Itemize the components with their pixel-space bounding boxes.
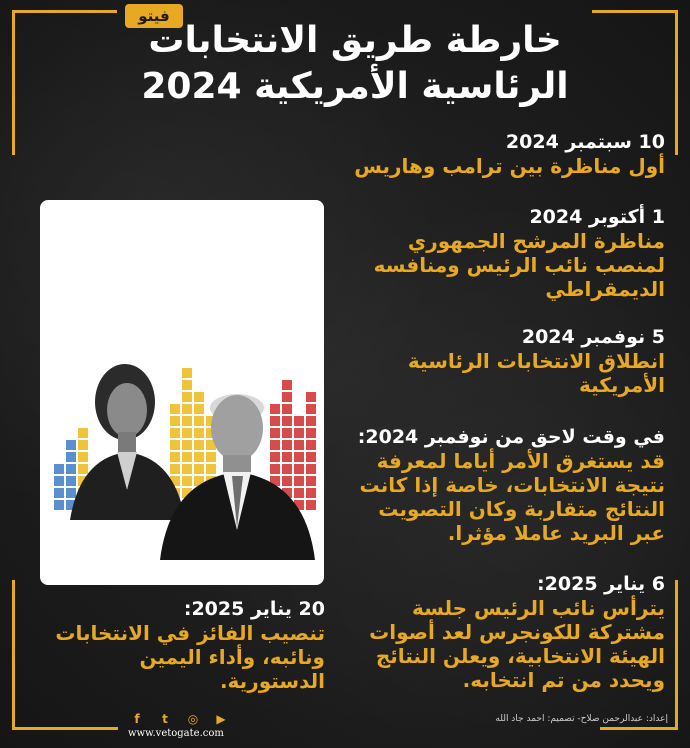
event-3 — [335, 325, 665, 397]
vote-square — [282, 380, 292, 390]
vote-square — [182, 368, 192, 378]
social-icons — [128, 712, 230, 726]
event-desc-line: مشتركة للكونجرس لعد أصوات — [369, 620, 665, 644]
event-date: 5 نوفمبر 2024 — [521, 326, 665, 348]
vote-square — [66, 452, 76, 462]
event-1 — [335, 130, 665, 178]
vote-square — [170, 428, 180, 438]
event-desc-line: أول مناظرة بين ترامب وهاريس — [354, 154, 665, 178]
candidates-illustration — [40, 200, 324, 585]
vote-square — [194, 428, 204, 438]
vote-square — [194, 464, 204, 474]
vote-square — [66, 476, 76, 486]
event-desc-line: عبر البريد عاملا مؤثرا. — [447, 521, 665, 545]
event-desc-line: الدستورية. — [219, 669, 325, 693]
vote-square — [270, 416, 280, 426]
event-desc-line: تنصيب الفائز في الانتخابات — [55, 621, 325, 645]
facebook-icon[interactable]: f — [134, 712, 140, 726]
vote-square — [270, 440, 280, 450]
vote-square — [170, 416, 180, 426]
vote-square — [182, 380, 192, 390]
event-desc-line: يترأس نائب الرئيس جلسة — [412, 596, 665, 620]
vote-square — [78, 428, 88, 438]
vote-square — [270, 464, 280, 474]
event-desc-line: النتائج متقاربة وكان التصويت — [378, 497, 665, 521]
vote-square — [282, 416, 292, 426]
vote-square — [282, 476, 292, 486]
vote-square — [306, 476, 316, 486]
vote-square — [78, 440, 88, 450]
event-date: 10 سبتمبر 2024 — [505, 131, 665, 153]
vote-square — [294, 476, 304, 486]
vote-square — [194, 392, 204, 402]
credits-text: إعداد: عبدالرحمن صلاح- تصميم: احمد جاد الله — [495, 714, 668, 724]
frame-bottom-left — [12, 727, 118, 730]
vote-square — [194, 452, 204, 462]
event-desc-line: الأمريكية — [578, 373, 665, 397]
vote-square — [282, 464, 292, 474]
vote-square — [182, 428, 192, 438]
vote-square — [282, 392, 292, 402]
event-desc-line: الهيئة الانتخابية، ويعلن النتائج — [375, 644, 665, 668]
event-date: 6 يناير 2025: — [537, 573, 665, 595]
vote-square — [206, 452, 216, 462]
vote-square — [294, 488, 304, 498]
vote-square — [182, 404, 192, 414]
vote-square — [306, 500, 316, 510]
page-title — [120, 18, 590, 110]
vote-square — [182, 416, 192, 426]
event-date: في وقت لاحق من نوفمبر 2024: — [357, 426, 665, 448]
vote-square — [282, 404, 292, 414]
vote-square — [54, 488, 64, 498]
frame-top-right-vertical — [675, 10, 678, 155]
candidates-photo — [40, 200, 324, 585]
frame-top-left-vertical — [12, 10, 15, 155]
event-date: 1 أكتوبر 2024 — [529, 206, 665, 228]
website-url[interactable]: www.vetogate.com — [128, 728, 224, 739]
vote-square — [282, 452, 292, 462]
frame-top-right — [592, 10, 678, 13]
vote-square — [306, 404, 316, 414]
event-desc-line: نتيجة الانتخابات، خاصة إذا كانت — [359, 473, 665, 497]
event-6 — [40, 597, 325, 693]
event-desc-line: انطلاق الانتخابات الرئاسية — [407, 349, 665, 373]
event-5 — [325, 572, 665, 692]
title-line-2: الرئاسية الأمريكية 2024 — [141, 66, 569, 107]
vote-square — [306, 452, 316, 462]
event-4 — [325, 425, 665, 545]
vote-square — [270, 404, 280, 414]
vote-square — [306, 416, 316, 426]
vote-square — [78, 464, 88, 474]
event-2 — [335, 205, 665, 301]
vote-square — [170, 404, 180, 414]
frame-bottom-right-vertical — [675, 580, 678, 730]
vote-square — [170, 452, 180, 462]
event-desc-line: لمنصب نائب الرئيس ومنافسه — [373, 253, 665, 277]
vote-square — [306, 464, 316, 474]
vote-square — [182, 440, 192, 450]
vote-square — [282, 428, 292, 438]
brand-logo: فيتو — [125, 4, 183, 28]
vote-square — [66, 440, 76, 450]
event-desc-line: مناظرة المرشح الجمهوري — [407, 229, 665, 253]
title-line-1: خارطة طريق الانتخابات — [148, 20, 562, 61]
vote-square — [282, 440, 292, 450]
event-desc-line: ويحدد من تم انتخابه. — [462, 668, 665, 692]
vote-square — [194, 416, 204, 426]
vote-square — [270, 428, 280, 438]
vote-square — [66, 488, 76, 498]
vote-square — [170, 440, 180, 450]
vote-square — [194, 404, 204, 414]
vote-square — [294, 440, 304, 450]
instagram-icon[interactable]: ◎ — [187, 712, 199, 726]
vote-square — [294, 416, 304, 426]
vote-square — [182, 392, 192, 402]
vote-square — [54, 476, 64, 486]
vote-square — [182, 452, 192, 462]
vote-square — [194, 440, 204, 450]
vote-square — [206, 464, 216, 474]
frame-bottom-right — [600, 727, 678, 730]
twitter-icon[interactable]: t — [162, 712, 168, 726]
vote-square — [306, 392, 316, 402]
vote-square — [170, 464, 180, 474]
event-desc-line: الديمقراطي — [545, 277, 665, 301]
vote-square — [294, 464, 304, 474]
vote-square — [78, 452, 88, 462]
vote-square — [306, 488, 316, 498]
vote-square — [54, 464, 64, 474]
youtube-icon[interactable]: ▶ — [216, 712, 226, 726]
vote-square — [294, 428, 304, 438]
event-date: 20 يناير 2025: — [183, 598, 325, 620]
event-desc-line: قد يستغرق الأمر أياما لمعرفة — [376, 449, 665, 473]
vote-square — [306, 440, 316, 450]
frame-top-left — [12, 10, 117, 13]
vote-square — [54, 500, 64, 510]
vote-square — [182, 464, 192, 474]
event-desc-line: ونائبه، وأداء اليمين — [139, 645, 325, 669]
vote-square — [182, 476, 192, 486]
vote-square — [270, 452, 280, 462]
vote-square — [294, 452, 304, 462]
vote-square — [306, 428, 316, 438]
vote-square — [66, 464, 76, 474]
frame-bottom-left-vertical — [12, 580, 15, 730]
